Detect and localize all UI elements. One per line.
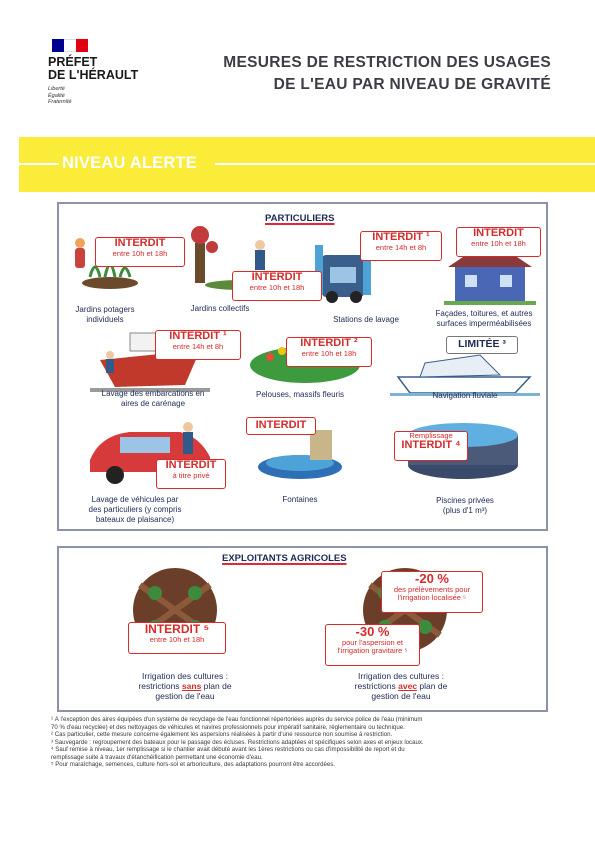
caption-line	[115, 681, 255, 691]
badge-label: INTERDIT ⁵	[144, 622, 210, 636]
badge-label: -20 %	[415, 571, 449, 586]
caption-line: Jardins collectifs	[190, 304, 250, 313]
marianne-flag-logo	[52, 39, 88, 52]
badge-irrigation-localisee	[381, 571, 483, 613]
caption-line: bateaux de plaisance)	[95, 515, 175, 524]
caption-line: Lavage des embarcations en	[101, 389, 205, 398]
badge-label: INTERDIT ¹	[372, 231, 430, 243]
badge-label: -30 %	[355, 624, 390, 639]
caption-navigation	[410, 391, 520, 401]
prefet-line1: PRÉFET	[48, 55, 98, 69]
caption-facades	[418, 309, 550, 329]
caption-line: des particuliers (y compris	[88, 505, 182, 514]
alert-level-title: NIVEAU ALERTE	[62, 154, 197, 172]
badge-label: INTERDIT ¹	[169, 330, 227, 342]
badge-sub: entre 10h et 18h	[149, 634, 205, 644]
caption-line: gestion de l'eau	[371, 691, 431, 701]
badge-label: INTERDIT ²	[300, 337, 358, 349]
caption-line: Fontaines	[282, 495, 318, 504]
caption-part: restrictions	[138, 681, 182, 691]
badge-pelouses	[286, 337, 372, 367]
badge-top: Remplissage	[409, 431, 453, 440]
fountain-icon	[258, 430, 342, 479]
badge-facades	[456, 227, 541, 257]
badge-label: INTERDIT	[114, 237, 166, 249]
particuliers-title: PARTICULIERS	[261, 213, 339, 224]
footnote-3: ³ Sauvegarde : regroupement des bateaux pour le passage des écluses. Restrictions adaptées et spécifiques selon axes et enjeux locaux.	[51, 738, 424, 746]
caption-line: individuels	[86, 315, 124, 324]
badge-label: LIMITÉE ³	[458, 338, 506, 350]
badge-fontaines	[246, 417, 316, 435]
footnote-4-cont: remplissage suite à travaux d'étanchéification permettant une économie d'eau.	[51, 753, 263, 761]
footnote-5: ⁵ Pour maraîchage, semences, culture hors-sol et arboriculture, des adaptations pourront être accordées.	[51, 761, 336, 768]
band-line-left	[19, 163, 59, 165]
caption-piscines	[410, 496, 520, 516]
caption-line: aires de carénage	[120, 399, 186, 408]
caption-lavage-vehicules	[65, 495, 205, 525]
badge-irrigation-sans-plan	[128, 622, 226, 654]
caption-line: Navigation fluviale	[432, 391, 498, 400]
badge-jardins-collectifs	[232, 271, 322, 301]
badge-sub: l'irrigation localisée ⁵	[397, 592, 467, 602]
badge-label: INTERDIT	[255, 419, 307, 431]
caption-line: (plus d'1 m³)	[442, 506, 488, 515]
caption-fontaines	[250, 495, 350, 505]
badge-sub: entre 14h et 8h	[375, 242, 427, 252]
caption-line: Pelouses, massifs fleuris	[255, 390, 345, 399]
caption-line: Stations de lavage	[333, 315, 399, 324]
caption-pelouses	[245, 390, 355, 400]
footnote-2: ² Cas particulier, cette mesure concerne également les aspersions réalisées à partir d'une ressource non soumise à restriction.	[51, 731, 393, 738]
badge-jardins-potagers	[95, 237, 185, 267]
badge-sub: entre 10h et 18h	[112, 248, 168, 258]
caption-line: Lavage de véhicules par	[91, 495, 179, 504]
footnote-1-cont: 70 % d'eau recyclée) et des nettoyages de véhicules et navires professionnels pour impératif sanitaire, réglementaire ou technique.	[51, 723, 405, 731]
badge-sub: entre 10h et 18h	[249, 282, 305, 292]
caption-line: gestion de l'eau	[155, 691, 215, 701]
badge-sub: pour l'aspersion et	[341, 637, 404, 647]
caption-line: Piscines privées	[436, 496, 494, 505]
badge-sub: des prélèvements pour	[393, 584, 471, 594]
caption-embarcations	[78, 389, 228, 409]
caption-line: Façades, toitures, et autres	[435, 309, 533, 318]
footnote-1: ¹ À l'exception des aires équipées d'un système de recyclage de l'eau fonctionnel répertoriées auprès du service police de l'eau (minimum	[51, 716, 423, 723]
band-line-right	[215, 163, 595, 165]
badge-stations-lavage	[360, 231, 442, 261]
title-line1: MESURES DE RESTRICTION DES USAGES	[223, 54, 551, 71]
caption-jardins-collectifs	[170, 304, 270, 314]
caption-stations-lavage	[316, 315, 416, 325]
badge-sub: entre 10h et 18h	[301, 348, 357, 358]
badge-sub: l'irrigation gravitaire ⁵	[337, 645, 408, 655]
badge-lavage-vehicules	[156, 459, 226, 489]
prefecture-name	[48, 56, 138, 82]
badge-piscines	[394, 431, 468, 461]
caption-part: plan de	[201, 681, 232, 691]
badge-label: INTERDIT	[251, 271, 303, 283]
caption-line: surfaces imperméabilisées	[436, 319, 532, 328]
footnote-4: ⁴ Sauf remise à niveau, 1er remplissage si le chantier avait débuté avant les 1ères restrictions ou cas d'impossibilité de report et du	[51, 746, 405, 753]
caption-line: Irrigation des cultures :	[358, 671, 444, 681]
motto-fraternite: Fraternité	[48, 99, 72, 105]
republic-motto	[48, 86, 72, 106]
badge-embarcations	[155, 330, 241, 360]
badge-sub: entre 10h et 18h	[471, 238, 526, 248]
page-title	[223, 52, 551, 96]
caption-line	[331, 681, 471, 691]
badge-label: INTERDIT	[165, 459, 217, 471]
badge-label: INTERDIT	[473, 227, 524, 239]
caption-line: Jardins potagers	[75, 305, 135, 314]
caption-part: plan de	[417, 681, 448, 691]
footnotes	[51, 716, 551, 769]
badge-aspersion-gravitaire	[325, 624, 420, 666]
caption-irrigation-avec-plan	[331, 671, 471, 701]
caption-part: restrictions	[354, 681, 399, 691]
caption-irrigation-sans-plan	[115, 671, 255, 701]
prefet-line2: DE L'HÉRAULT	[48, 68, 139, 82]
caption-emphasis-sans: sans	[181, 681, 202, 691]
agricoles-title: EXPLOITANTS AGRICOLES	[218, 553, 351, 564]
caption-line: Irrigation des cultures :	[142, 671, 228, 681]
badge-label: INTERDIT ⁴	[401, 438, 461, 451]
caption-emphasis-avec: avec	[398, 681, 418, 691]
badge-sub: à titre privé	[172, 470, 210, 480]
badge-navigation	[446, 336, 518, 354]
motto-liberte: Liberté	[48, 86, 65, 92]
badge-sub: entre 14h et 8h	[172, 341, 224, 351]
river-boat-icon	[390, 355, 540, 396]
title-line2: DE L'EAU PAR NIVEAU DE GRAVITÉ	[273, 76, 551, 93]
caption-jardins-potagers	[55, 305, 155, 325]
motto-egalite: Égalité	[48, 92, 65, 99]
